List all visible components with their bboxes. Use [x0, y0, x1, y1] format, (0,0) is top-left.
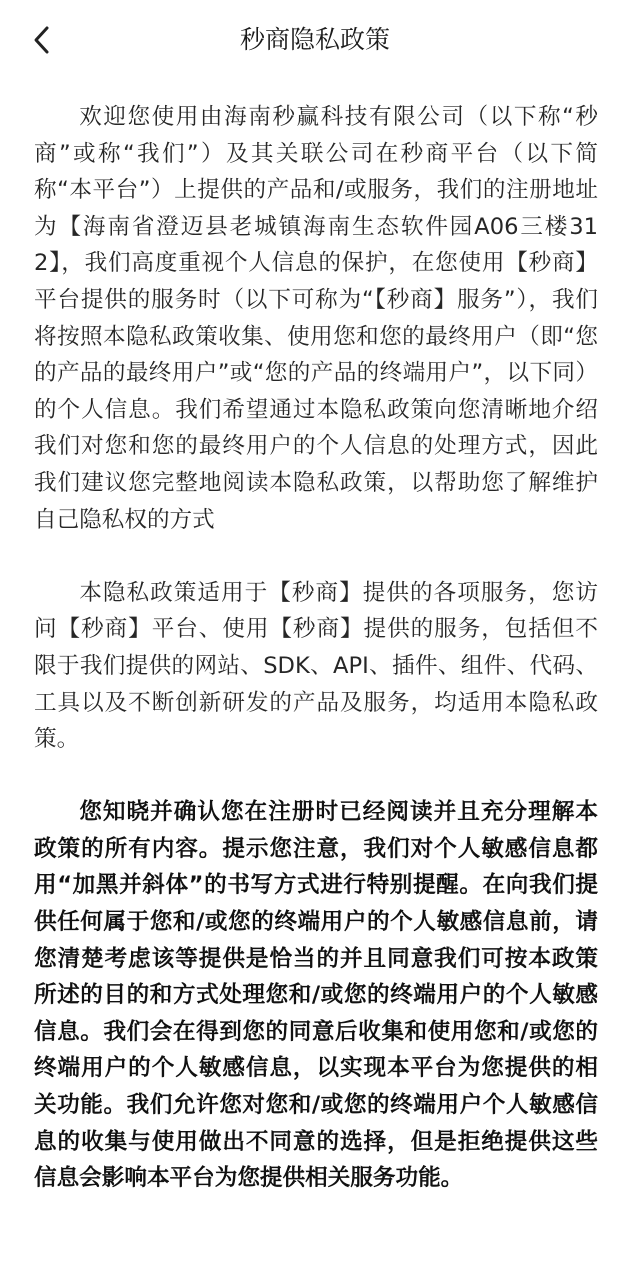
header-bar [0, 0, 630, 80]
policy-content[interactable] [34, 99, 598, 1197]
policy-paragraph-intro: 欢迎您使用由海南秒赢科技有限公司（以下称“秒商”或称“我们”）及其关联公司在秒商平台（以下简称“本平台”）上提供的产品和/或服务，我们的注册地址为【海南省澄迈县老城镇海南生态软件园A06三楼312】，我们高度重视个人信息的保护，在您使用【秒商】平台提供的服务时（以下可称为“【秒商】服务”），我们将按照本隐私政策收集、使用您和您的最终用户（即“您的产品的最终用户”或“您的产品的终端用户”，以下同）的个人信息。我们希望通过本隐私政策向您清晰地介绍我们对您和您的最终用户的个人信息的处理方式，因此我们建议您完整地阅读本隐私政策，以帮助您了解维护自己隐私权的方式 [34, 104, 598, 533]
policy-paragraph-sensitive-info: 您知晓并确认您在注册时已经阅读并且充分理解本政策的所有内容。提示您注意，我们对个人敏感信息都用“加黑并斜体”的书写方式进行特别提醒。在向我们提供任何属于您和/或您的终端用户的个人敏感信息前，请您清楚考虑该等提供是恰当的并且同意我们可按本政策所述的目的和方式处理您和/或您的终端用户的个人敏感信息。我们会在得到您的同意后收集和使用您和/或您的终端用户的个人敏感信息，以实现本平台为您提供的相关功能。我们允许您对您和/或您的终端用户个人敏感信息的收集与使用做出不同意的选择，但是拒绝提供这些信息会影响本平台为您提供相关服务功能。 [34, 799, 598, 1192]
policy-paragraph-scope: 本隐私政策适用于【秒商】提供的各项服务，您访问【秒商】平台、使用【秒商】提供的服务，包括但不限于我们提供的网站、SDK、API、插件、组件、代码、工具以及不断创新研发的产品及服务，均适用本隐私政策。 [34, 579, 598, 753]
page-title: 秒商隐私政策 [239, 25, 390, 54]
